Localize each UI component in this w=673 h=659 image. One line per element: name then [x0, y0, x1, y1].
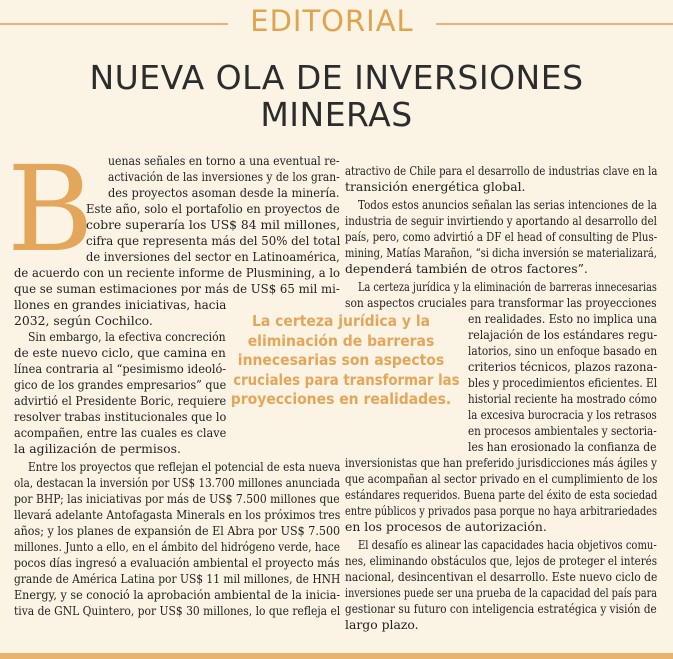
text-line: que se suman estimaciones por más de US$ 65 mil mi-: [14, 281, 340, 296]
footer-bar: [0, 653, 673, 659]
text-line: activación de las inversiones y de los gran-: [108, 169, 340, 184]
pull-quote-line: cruciales para transformar las: [233, 370, 460, 389]
text-line: la agilización de permisos.: [14, 441, 181, 456]
text-line: de acuerdo con un reciente informe de Plusmining, a lo: [14, 265, 341, 280]
text-line: industria de seguir invirtiendo y aportando al desarrollo del: [345, 213, 657, 228]
text-line: mining, Matías Marañon, “si dicha inversión se materializará,: [345, 245, 657, 260]
text-line: grande de América Latina por US$ 11 mil millones, de HNH: [14, 571, 341, 586]
text-line: historial reciente ha mostrado cómo: [468, 391, 657, 406]
text-line: gico de los grandes empresarios” que: [14, 377, 227, 392]
headline: [0, 59, 673, 133]
pull-quote-line: eliminación de barreras: [247, 331, 435, 350]
text-line: años; y los planes de expansión de El Abra por US$ 7.500: [14, 523, 341, 538]
text-line: entre públicos y privados pasa porque no haya arbitrariedades: [345, 503, 658, 518]
text-line: transición energética global.: [345, 179, 526, 194]
text-line: país, pero, como advirtió a DF el head of consulting de Plus-: [345, 229, 658, 244]
text-line: línea contraria al “pesimismo ideoló-: [14, 361, 227, 376]
text-line: atractivo de Chile para el desarrollo de industrias clave en la: [345, 163, 658, 178]
text-line: Energy, y se conoció la aprobación ambiental de la inicia-: [14, 587, 341, 602]
drop-cap: B: [7, 140, 94, 278]
text-line: les han erosionado la confianza de: [468, 439, 657, 454]
headline-line: MINERAS: [260, 95, 413, 134]
text-line: tiva de GNL Quintero, por US$ 30 millones, lo que refleja el: [14, 603, 341, 618]
text-line: uenas señales en torno a una eventual re-: [108, 153, 340, 168]
text-line: ola, destacan la inversión por US$ 13.700 millones anunciada: [14, 475, 341, 490]
text-line: pocos días ingresó a evaluación ambiental el proyecto más: [14, 555, 340, 570]
text-line: Este año, solo el portafolio en proyectos de: [86, 201, 340, 216]
text-line: en procesos ambientales y sectoria-: [468, 423, 657, 438]
text-line: La certeza jurídica y la eliminación de barreras innecesarias: [358, 279, 657, 294]
text-line: la excesiva burocracia y los retrasos: [468, 407, 657, 422]
text-line: en realidades. Esto no implica una: [468, 311, 657, 326]
text-line: criterios técnicos, plazos razona-: [468, 359, 658, 374]
text-line: de inversiones del sector en Latinoamérica,: [86, 249, 340, 264]
header-rule-right: [436, 23, 673, 25]
text-line: Entre los proyectos que reflejan el potencial de esta nueva: [28, 459, 341, 474]
text-line: 2032, según Cochilco.: [14, 313, 153, 328]
text-line: cobre superaría los US$ 84 mil millones,: [86, 217, 341, 232]
text-line: llones en grandes iniciativas, hacia: [14, 297, 227, 312]
text-line: gestionar su futuro con inteligencia estratégica y visión de: [345, 601, 657, 616]
text-line: de este nuevo ciclo, que camina en: [14, 345, 226, 360]
text-line: largo plazo.: [345, 617, 419, 632]
text-line: inversiones puede ser una prueba de la capacidad del país para: [345, 585, 657, 600]
pull-quote: [228, 312, 460, 410]
text-line: son aspectos cruciales para transformar las proyecciones: [345, 295, 657, 310]
text-line: des proyectos asoman desde la minería.: [108, 185, 340, 200]
text-line: cifra que representa más del 50% del total: [86, 233, 341, 248]
text-line: por BHP; las iniciativas por más de US$ 7.500 millones que: [14, 491, 340, 506]
headline-line: NUEVA OLA DE INVERSIONES: [89, 58, 584, 97]
text-line: resolver trabas institucionales que lo: [14, 409, 227, 424]
text-line: advirtió el Presidente Boric, requiere: [14, 393, 227, 408]
pull-quote-line: innecesarias son aspectos: [237, 351, 445, 369]
text-line: llevará adelante Antofagasta Minerals en los próximos tres: [14, 507, 341, 522]
text-line: en los procesos de autorización.: [345, 519, 547, 534]
pull-quote-line: La certeza jurídica y la: [251, 312, 430, 330]
text-line: bles y procedimientos eficientes. El: [468, 375, 658, 390]
text-line: nacional, desincentivan el desarrollo. Este nuevo ciclo de: [345, 569, 658, 584]
text-line: relajación de los estándares regu-: [468, 327, 658, 342]
text-line: Todos estos anuncios señalan las serias intenciones de la: [358, 197, 657, 212]
text-line: inversionistas que han preferido jurisdicciones más ágiles y: [345, 455, 657, 470]
text-line: dependerá también de otros factores”.: [345, 261, 588, 276]
text-line: que acompañan al sector privado en el cumplimiento de los: [345, 471, 658, 486]
text-line: estándares requeridos. Buena parte del éxito de esta sociedad: [345, 487, 658, 502]
section-header: [0, 0, 673, 48]
section-label: EDITORIAL: [250, 4, 414, 38]
header-rule-left: [0, 23, 228, 25]
text-line: El desafío es alinear las capacidades hacia objetivos comu-: [358, 537, 657, 552]
text-line: millones. Junto a ello, en el ámbito del hidrógeno verde, hace: [14, 539, 340, 554]
text-line: nes, eliminando obstáculos que, lejos de proteger el interés: [345, 553, 658, 568]
pull-quote-line: proyecciones en realidades.: [230, 390, 452, 408]
text-line: acompañen, entre las cuales es clave: [14, 425, 227, 440]
text-line: Sin embargo, la efectiva concreción: [28, 329, 226, 344]
text-line: latorios, sino un enfoque basado en: [468, 343, 658, 358]
